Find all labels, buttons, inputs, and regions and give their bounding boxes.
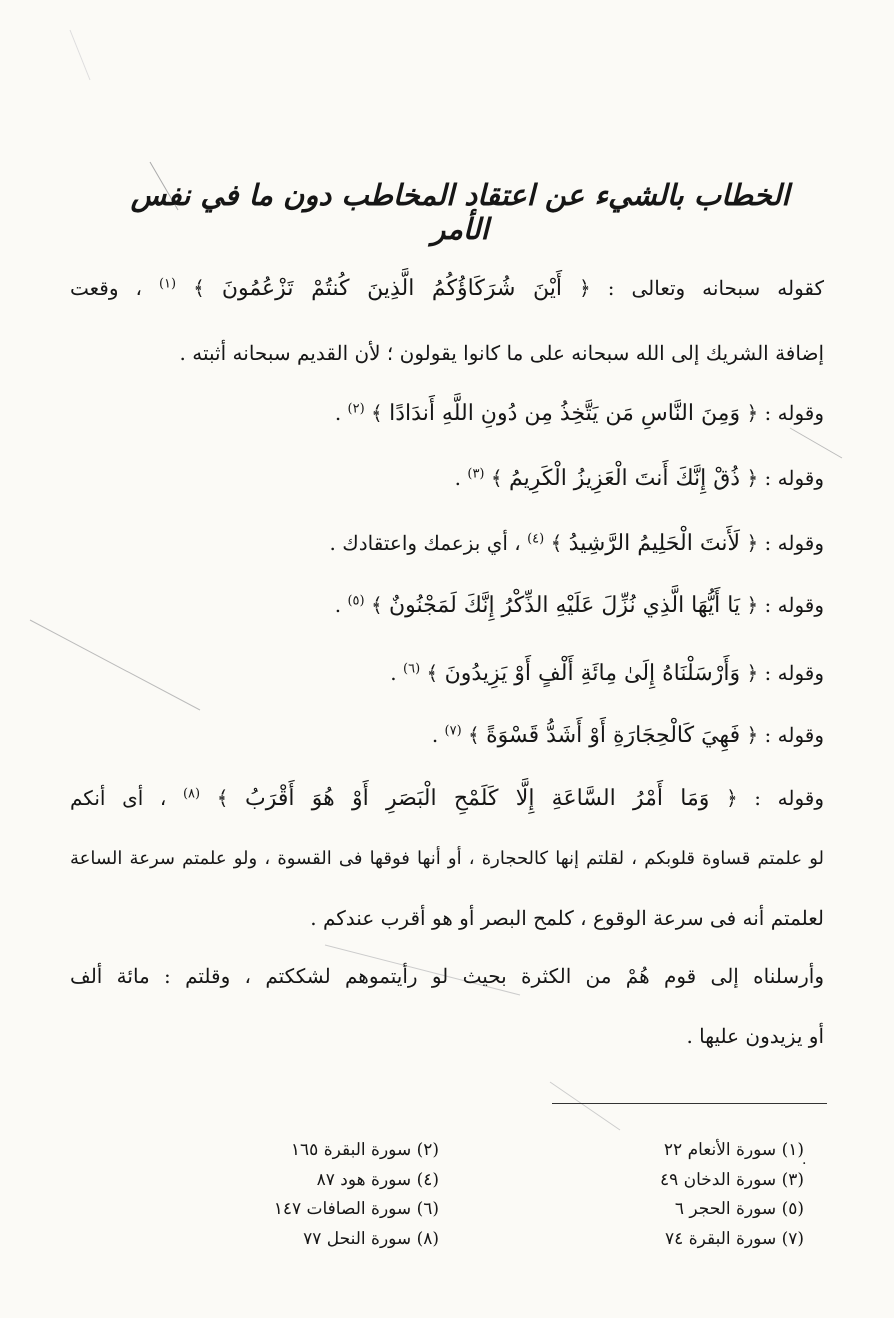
footnotes-right-column: [574, 1136, 807, 1254]
lead-text: وقوله : ﴿: [746, 466, 824, 490]
quran-verse: يَا أَيُّهَا الَّذِي نُزِّلَ عَلَيْهِ الذِّكْرُ إِنَّكَ لَمَجْنُونٌ: [389, 593, 741, 618]
verse-line-3: [455, 465, 824, 494]
verse-line-7: [432, 722, 824, 751]
quran-verse: لَأَنتَ الْحَلِيمُ الرَّشِيدُ: [568, 531, 741, 556]
footnote-1: (١) سورة الأنعام ٢٢: [663, 1140, 804, 1160]
lead-text: وقوله : ﴿: [746, 401, 824, 425]
verse-close-bracket: ﴾: [490, 466, 503, 490]
footnote-6: (٦) سورة الصافات ١٤٧: [273, 1199, 439, 1219]
footnote-ref: (٥): [347, 593, 365, 609]
quran-verse: وَأَرْسَلْنَاهُ إِلَىٰ مِائَةِ أَلْفٍ أَوْ يَزِيدُونَ: [444, 661, 741, 686]
lead-text: كقوله سبحانه وتعالى : ﴿: [579, 276, 825, 300]
trailing-text: ، أي بزعمك واعتقادك .: [329, 531, 521, 555]
verse-close-bracket: ﴾: [370, 593, 383, 617]
quran-verse: وَمَا أَمْرُ السَّاعَةِ إِلَّا كَلَمْحِ الْبَصَرِ أَوْ هُوَ أَقْرَبُ: [245, 786, 710, 811]
footnote-5: (٥) سورة الحجر ٦: [674, 1199, 804, 1219]
paragraph-1-line-1: [70, 275, 824, 304]
lead-text: وقوله : ﴿: [725, 786, 825, 810]
verse-close-bracket: ﴾: [426, 661, 439, 685]
trailing-text: .: [334, 401, 342, 425]
paragraph-8-line-1: [70, 785, 824, 814]
paragraph-8-line-2: لو علمتم قساوة قلوبكم ، لقلتم إنها كالحجارة ، أو أنها فوقها فى القسوة ، ولو علمتم سرعة الساعة: [70, 848, 824, 869]
stray-dot: .: [802, 1152, 807, 1168]
paragraph-8-line-3: لعلمتم أنه فى سرعة الوقوع ، كلمح البصر أو هو أقرب عندكم .: [310, 906, 824, 930]
verse-close-bracket: ﴾: [216, 786, 229, 810]
paragraph-1-line-2: إضافة الشريك إلى الله سبحانه على ما كانوا يقولون ؛ لأن القديم سبحانه أثبته .: [179, 341, 824, 365]
lead-text: وقوله : ﴿: [746, 661, 824, 685]
footnote-separator: [552, 1103, 827, 1104]
verse-close-bracket: ﴾: [468, 723, 480, 747]
footnote-2: (٢) سورة البقرة ١٦٥: [290, 1140, 439, 1160]
footnote-3: (٣) سورة الدخان ٤٩: [659, 1169, 804, 1190]
lead-text: وقوله : ﴿: [746, 593, 824, 617]
footnote-ref: (٢): [347, 401, 365, 417]
verse-close-bracket: ﴾: [550, 531, 563, 555]
trailing-text: ، وقعت: [70, 276, 142, 300]
footnote-ref: (٦): [403, 661, 421, 677]
quran-verse: ذُقْ إِنَّكَ أَنتَ الْعَزِيزُ الْكَرِيمُ: [508, 466, 741, 491]
trailing-text: .: [334, 593, 342, 617]
lead-text: وقوله : ﴿: [746, 531, 824, 555]
page-title: الخطاب بالشيء عن اعتقاد المخاطب دون ما في نفس الأمر: [130, 178, 790, 246]
verse-line-4: [330, 530, 824, 559]
trailing-text: .: [390, 661, 397, 685]
paragraph-9-line-1: وأرسلناه إلى قوم هُمْ من الكثرة بحيث لو رأيتموهم لشككتم ، وقلتم : مائة ألف: [70, 964, 824, 988]
footnote-8: (٨) سورة النحل ٧٧: [303, 1228, 439, 1249]
quran-verse: فَهِيَ كَالْحِجَارَةِ أَوْ أَشَدُّ قَسْوَةً: [486, 723, 741, 748]
verse-line-5: [335, 592, 824, 621]
footnote-ref: (١): [158, 276, 177, 292]
quran-verse: أَيْنَ شُرَكَاؤُكُمُ الَّذِينَ كُنتُمْ تَزْعُمُونَ: [221, 276, 563, 301]
footnote-ref: (٣): [467, 466, 485, 482]
footnote-ref: (٨): [182, 786, 201, 802]
trailing-text: .: [454, 466, 461, 490]
lead-text: وقوله : ﴿: [746, 723, 824, 747]
footnotes-left-column: [209, 1136, 439, 1254]
verse-close-bracket: ﴾: [371, 401, 383, 425]
footnote-4: (٤) سورة هود ٨٧: [316, 1169, 439, 1190]
trailing-text: ، أى أنكم: [70, 786, 167, 810]
paragraph-9-line-2: أو يزيدون عليها .: [686, 1024, 824, 1048]
verse-close-bracket: ﴾: [193, 276, 205, 300]
footnote-7: (٧) سورة البقرة ٧٤: [665, 1228, 804, 1249]
verse-line-2: [335, 400, 824, 429]
footnote-ref: (٤): [527, 531, 545, 547]
verse-line-6: [390, 660, 824, 689]
quran-verse: وَمِنَ النَّاسِ مَن يَتَّخِذُ مِن دُونِ اللَّهِ أَندَادًا: [389, 401, 741, 426]
footnote-ref: (٧): [444, 723, 462, 739]
trailing-text: .: [431, 723, 439, 747]
